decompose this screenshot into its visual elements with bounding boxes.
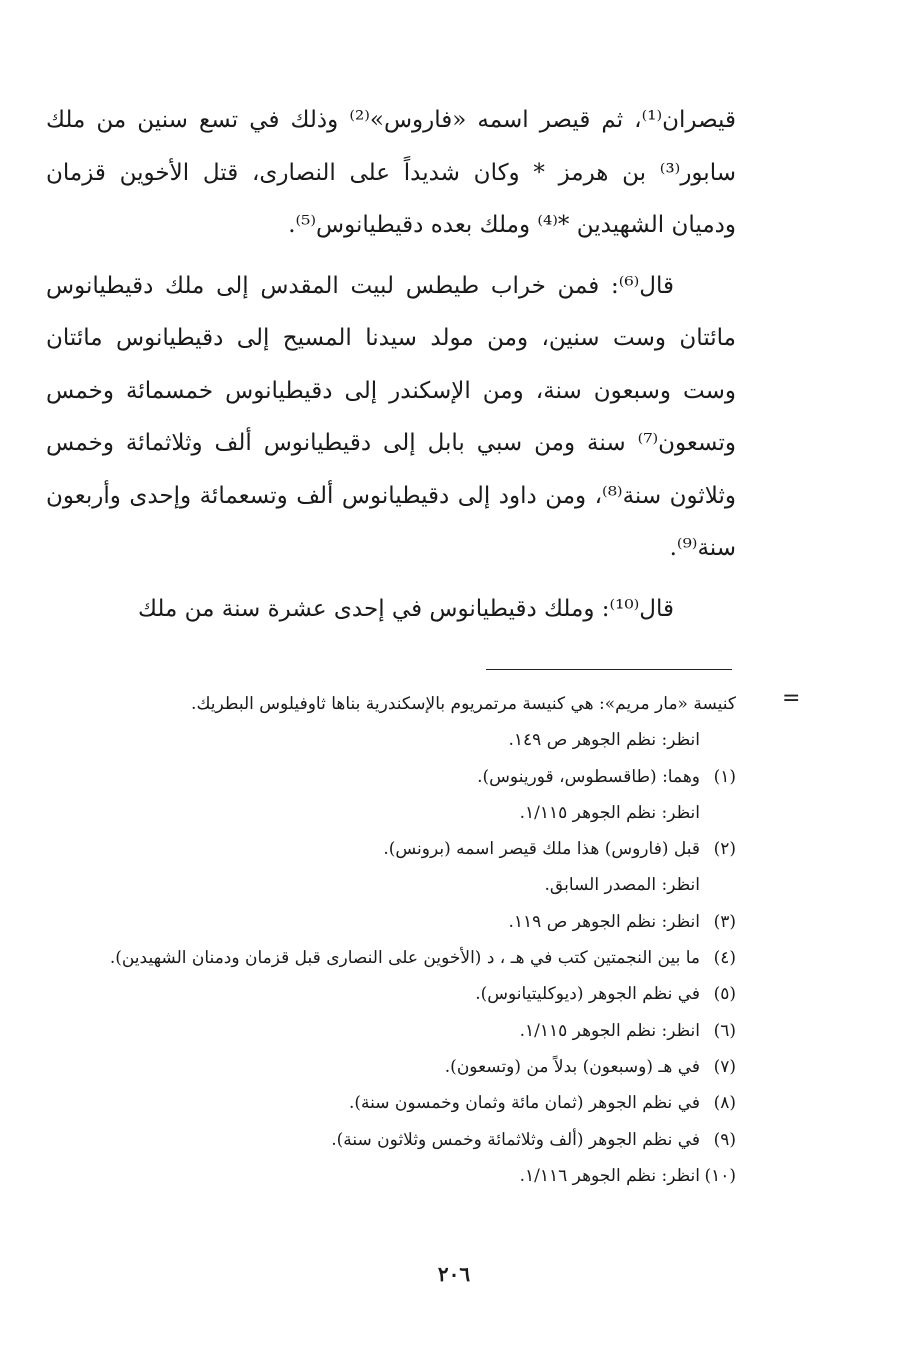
main-text [46,94,736,643]
footnote-lead-line: كنيسة «مار مريم»: هي كنيسة مرتمريوم بالإسكندرية بناها ثاوفيلوس البطريك. [191,694,736,714]
footnote-4 [46,940,736,976]
footnote-line: انظر: نظم الجوهر ١/١١٦. [519,1165,700,1186]
footnote-line: في نظم الجوهر (ديوكليتيانوس). [475,984,700,1005]
footnote-continuation-mark: = [782,686,801,711]
footnote-lead-line: انظر: نظم الجوهر ص ١٤٩. [508,730,700,751]
footnote-5 [46,976,736,1012]
footnote-number: (٩) [713,1129,736,1150]
footnote-line: انظر: نظم الجوهر ص ١١٩. [508,911,700,932]
footnote-number: (٤) [713,948,736,969]
footnote-6 [46,1013,736,1049]
footnote-number: (٦) [713,1020,736,1041]
footnote-number: (٣) [713,911,736,932]
footnote-1 [46,759,736,832]
footnote-line: في نظم الجوهر (ثمان مائة وثمان وخمسون سنة). [348,1093,700,1114]
footnote-line: انظر: نظم الجوهر ١/١١٥. [519,1020,700,1041]
footnote-number: (١٠) [704,1165,736,1186]
paragraph-2: قال⁽⁶⁾: فمن خراب طيطس لبيت المقدس إلى ملك دقيطيانوس مائتان وست سنين، ومن مولد سيدنا المسيح إلى دقيطيانوس مائتان وست وسبعون سنة، ومن الإسكندر إلى دقيطيانوس خمسمائة وخمس وتسعون⁽⁷⁾ سنة ومن سبي بابل إلى دقيطيانوس ألف وثلاثمائة وخمس وثلاثون سنة⁽⁸⁾، ومن داود إلى دقيطيانوس ألف وتسعمائة وإحدى وأربعون سنة⁽⁹⁾. [46,272,736,561]
footnote-lead [46,686,736,759]
footnote-separator [486,669,732,670]
footnote-7 [46,1049,736,1085]
footnote-number: (٨) [713,1093,736,1114]
footnotes [46,686,736,1194]
paragraph-1: قيصران⁽¹⁾، ثم قيصر اسمه «فاروس»⁽²⁾ وذلك في تسع سنين من ملك سابور⁽³⁾ بن هرمز * وكان شديداً على النصارى، قتل الأخوين قزمان ودميان الشهيدين *⁽⁴⁾ وملك بعده دقيطيانوس⁽⁵⁾. [46,107,736,238]
footnote-number: (٧) [713,1056,736,1077]
footnote-line: قبل (فاروس) هذا ملك قيصر اسمه (برونس). [383,839,700,860]
footnote-number: (١) [713,766,736,787]
footnote-8 [46,1085,736,1121]
footnote-line: وهما: (طاقسطوس، قورينوس). [477,766,700,787]
footnote-line: انظر: المصدر السابق. [544,875,700,896]
footnote-9 [46,1122,736,1158]
footnote-number: (٢) [713,839,736,860]
footnote-number: (٥) [713,984,736,1005]
page-number: ٢٠٦ [437,1262,471,1286]
footnote-line: في نظم الجوهر (ألف وثلاثمائة وخمس وثلاثون سنة). [331,1129,700,1150]
footnote-3 [46,904,736,940]
footnote-line: انظر: نظم الجوهر ١/١١٥. [519,802,700,823]
footnote-line: ما بين النجمتين كتب في هـ ، د (الأخوين على النصارى قبل قزمان ودمنان الشهيدين). [109,948,700,969]
footnote-line: في هـ (وسبعون) بدلاً من (وتسعون). [444,1056,700,1077]
paragraph-3: قال⁽¹⁰⁾: وملك دقيطيانوس في إحدى عشرة سنة من ملك [137,595,674,622]
footnote-2 [46,831,736,904]
footnote-10 [46,1158,736,1194]
